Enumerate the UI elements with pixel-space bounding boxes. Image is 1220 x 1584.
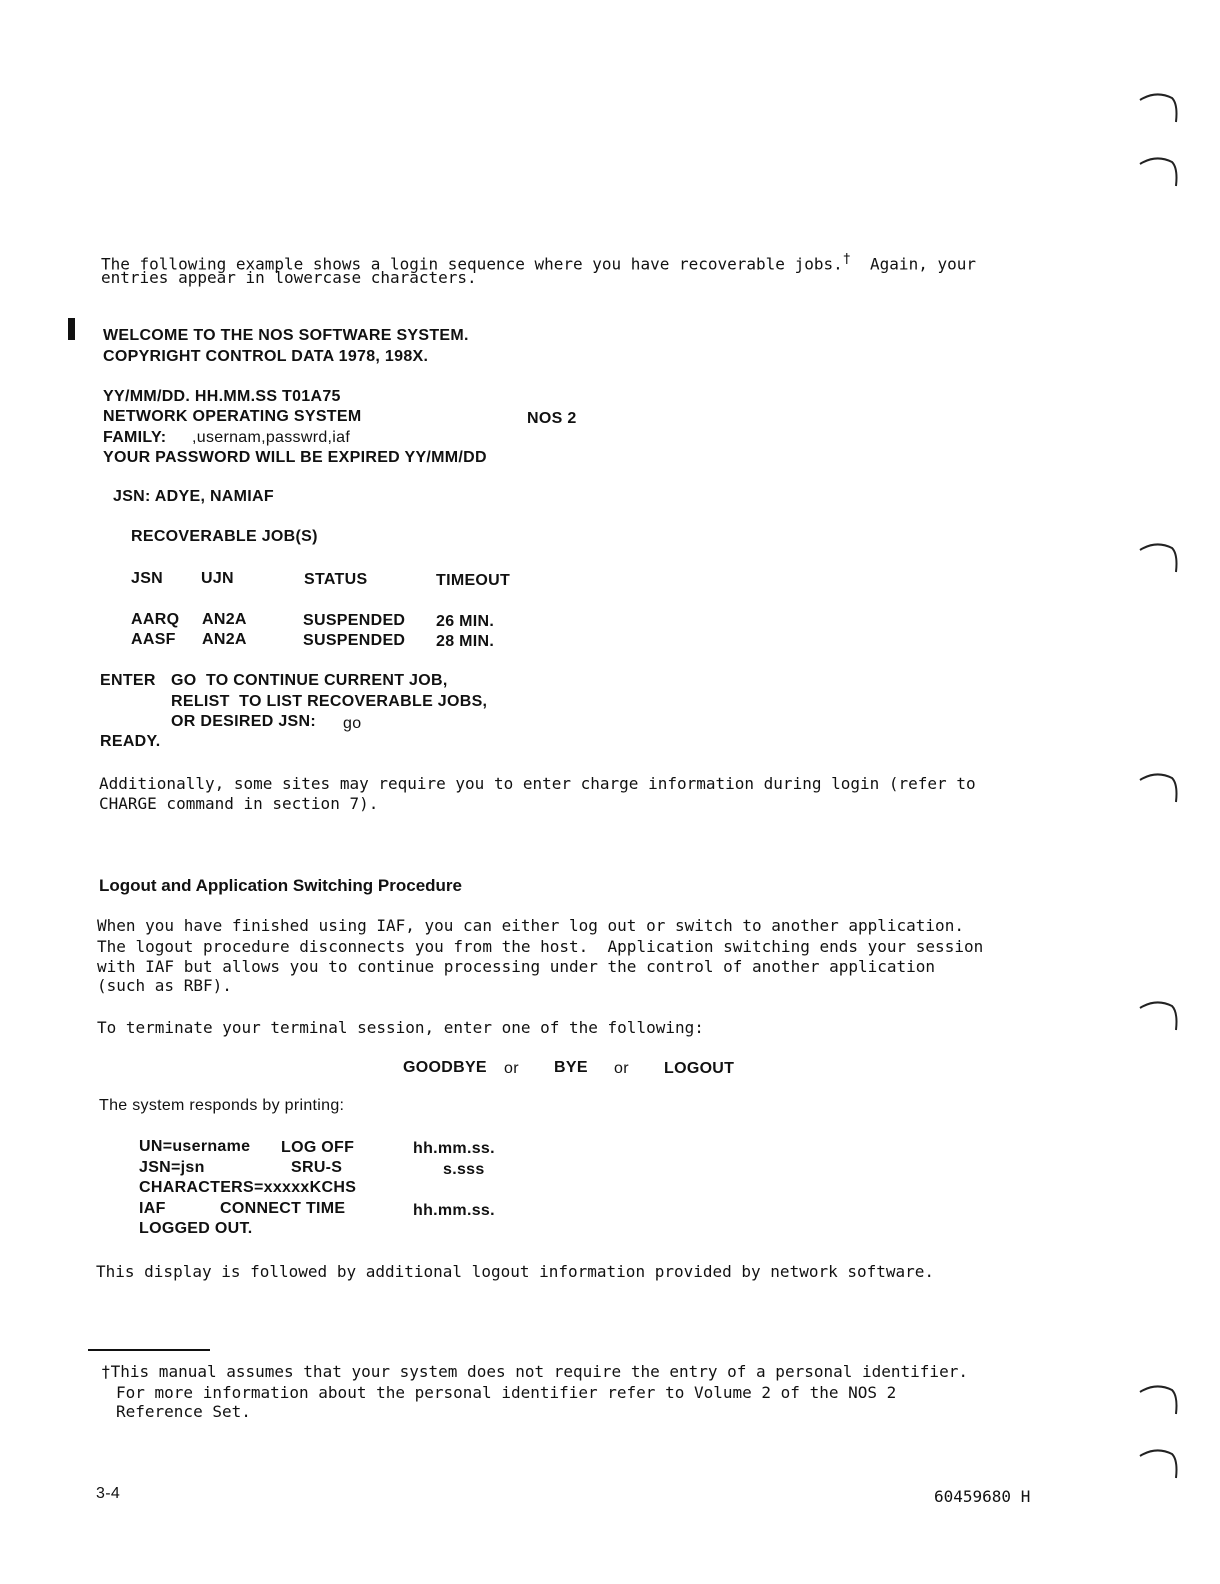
response-time: hh.mm.ss. [413,1202,495,1219]
response-sru: SRU-S [291,1159,343,1176]
table-cell: 28 MIN. [436,633,495,650]
network-os-line: NETWORK OPERATING SYSTEM [103,408,362,425]
command-bye: BYE [554,1059,588,1076]
table-cell: AARQ [131,611,180,628]
footnote-text: This manual assumes that your system does not require the entry of a personal identifier. [110,1362,968,1381]
response-connect: CONNECT TIME [220,1200,346,1217]
response-sru-value: s.sss [443,1161,485,1178]
response-un: UN=username [139,1138,251,1155]
table-cell: AN2A [202,611,247,628]
table-cell: SUSPENDED [303,612,406,629]
nos-version: NOS 2 [527,410,577,427]
followed-line: This display is followed by additional logout information provided by network software. [96,1262,935,1281]
family-prompt: FAMILY: [103,429,167,446]
para-line: The logout procedure disconnects you from the host. Application switching ends your session [97,937,984,956]
footnote-line-3: Reference Set. [116,1402,251,1421]
table-cell: SUSPENDED [303,632,406,649]
para-line: (such as RBF). [97,976,232,995]
jsn-option: OR DESIRED JSN: [171,713,316,730]
dagger-mark: † [842,252,851,267]
punch-hole-mark [1138,994,1182,1038]
intro-line-2: entries appear in lowercase characters. [101,268,477,287]
command-or: or [614,1060,629,1077]
table-cell: AN2A [202,631,247,648]
punch-hole-mark [1138,536,1182,580]
recoverable-title: RECOVERABLE JOB(S) [131,528,318,545]
intro-text: The following example shows a login sequence where you have recoverable jobs. [101,254,843,274]
punch-hole-mark [1138,150,1182,194]
response-time: hh.mm.ss. [413,1140,495,1157]
punch-hole-mark [1138,1442,1182,1486]
para-line: with IAF but allows you to continue processing under the control of another application [97,957,936,976]
date-line: YY/MM/DD. HH.MM.SS T01A75 [103,388,341,405]
punch-hole-mark [1138,86,1182,130]
command-or: or [504,1060,519,1077]
copyright-line: COPYRIGHT CONTROL DATA 1978, 198X. [103,348,429,365]
charge-line-1: Additionally, some sites may require you to enter charge information during login (refer to [99,774,976,793]
ready-line: READY. [100,733,161,750]
para-line: When you have finished using IAF, you can either log out or switch to another application. [97,916,964,935]
charge-line-2: CHARGE command in section 7). [99,794,379,813]
footnote-line-2: For more information about the personal identifier refer to Volume 2 of the NOS 2 [116,1383,897,1402]
response-logged-out: LOGGED OUT. [139,1220,253,1237]
jsn-line: JSN: ADYE, NAMIAF [113,488,274,505]
table-cell: AASF [131,631,176,648]
responds-line: The system responds by printing: [99,1097,345,1114]
go-option: GO TO CONTINUE CURRENT JOB, [171,672,448,689]
enter-label: ENTER [100,672,156,689]
response-jsn: JSN=jsn [139,1159,205,1176]
command-logout: LOGOUT [664,1060,735,1077]
family-entry: ,usernam,passwrd,iaf [192,429,351,446]
response-characters: CHARACTERS=xxxxxKCHS [139,1179,357,1196]
command-goodbye: GOODBYE [403,1059,487,1076]
punch-hole-mark [1138,1378,1182,1422]
intro-text-tail: Again, your [850,254,976,274]
table-header-ujn: UJN [201,570,234,587]
table-header-jsn: JSN [131,570,164,587]
jsn-entry: go [343,715,362,732]
doc-number: 60459680 H [934,1487,1031,1506]
table-header-status: STATUS [304,571,368,588]
page-number: 3-4 [96,1485,121,1502]
response-iaf: IAF [139,1200,166,1217]
welcome-line: WELCOME TO THE NOS SOFTWARE SYSTEM. [103,327,469,344]
relist-option: RELIST TO LIST RECOVERABLE JOBS, [171,693,488,710]
table-header-timeout: TIMEOUT [436,572,511,589]
table-cell: 26 MIN. [436,613,495,630]
punch-hole-mark [1138,766,1182,810]
footnote-rule [88,1349,210,1351]
terminate-line: To terminate your terminal session, enter one of the following: [97,1018,704,1037]
response-log-off: LOG OFF [281,1139,355,1156]
footnote-line-1 [101,1362,968,1382]
section-heading: Logout and Application Switching Procedure [99,876,462,895]
password-expire-line: YOUR PASSWORD WILL BE EXPIRED YY/MM/DD [103,449,487,466]
dagger-mark: † [101,1362,111,1381]
change-bar [68,318,75,340]
